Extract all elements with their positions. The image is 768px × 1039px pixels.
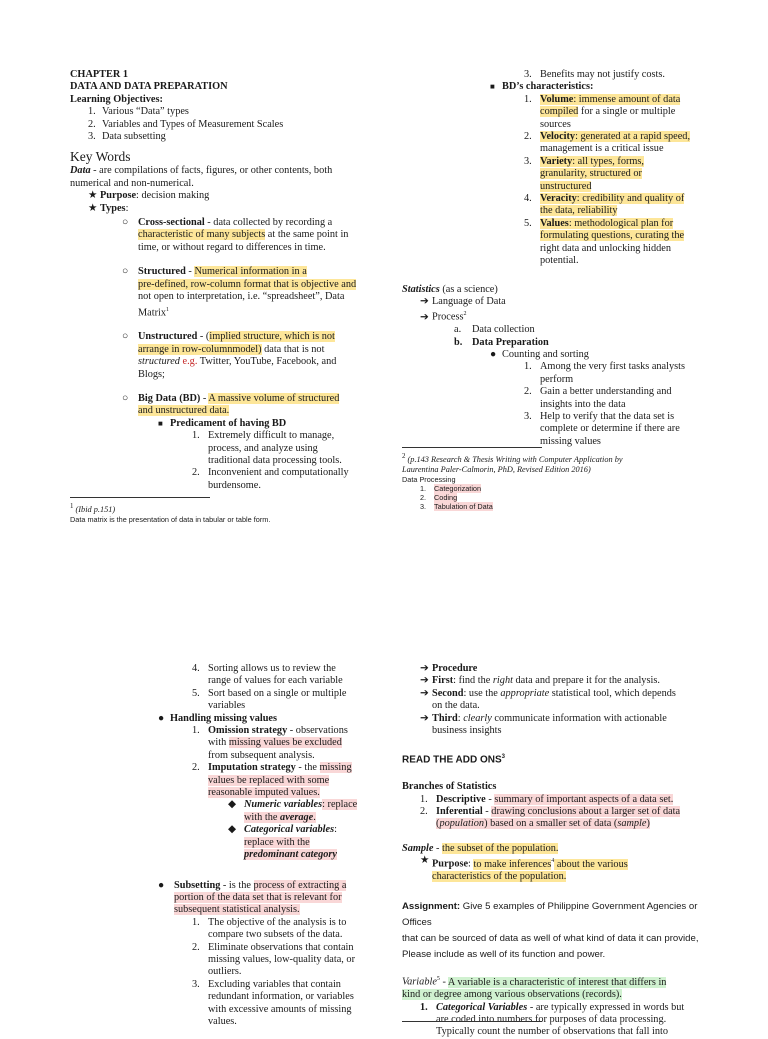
list-item: 3. Excluding variables that contain redundant information, or variables with excessive amounts of missing values.	[192, 978, 354, 1027]
sort-list	[158, 663, 388, 713]
footnote-2: $^2$ (p.143 Research & Thesis Writing with Computer Application by Laurentina Paler-Calmorin, PhD, Revised Edition 2016) Data Processing 1. Categorization 2. Coding 3. Tabulation of Data	[402, 452, 702, 511]
list-item: 2. Variables and Types of Measurement Scales	[88, 118, 284, 130]
list-item: 5. Values: methodological plan for formulating questions, curating the right data and unlocking hidden potential.	[524, 217, 685, 267]
list-item: 2. Coding	[420, 492, 458, 502]
list-item: ➔ Procedure	[420, 663, 478, 674]
footnote-rule-left	[70, 497, 210, 498]
list-item: ➔ Second: use the appropriate statistical tool, which depends on the data.	[420, 687, 676, 712]
handling-missing-title: ● Handling missing values	[158, 712, 278, 724]
list-item: 1. Categorical Variables - are typically expressed in words but are coded into numbers for purposes of data processing. Typically count the number of observations that fall into	[420, 1001, 685, 1038]
list-item: 1. Various “Data” types	[88, 106, 189, 118]
assignment-block: Assignment: Give 5 examples of Philippine Government Agencies or Offices that can be sourced of data as well of what kind of data it can provide, Please include as well of its function and power.	[402, 901, 699, 961]
list-item: 3. Benefits may not justify costs.	[524, 69, 665, 80]
list-item: ◆ Categorical variables: replace with the predominant category	[228, 824, 337, 861]
predicament-list	[70, 430, 370, 492]
page2-right-column	[402, 663, 702, 1039]
list-item: ➔ Process$^2$	[420, 311, 467, 323]
list-item: ➔ First: find the right data and prepare it for the analysis.	[420, 675, 660, 687]
bd-characteristics-list	[402, 94, 702, 268]
branches-heading: Branches of Statistics	[402, 781, 497, 793]
list-item: ◆ Numeric variables: replace with the average.	[228, 799, 358, 823]
missing-strategies-list	[158, 725, 388, 799]
list-item: 3. Tabulation of Data	[420, 501, 493, 511]
list-item: b. Data Preparation	[454, 336, 549, 348]
procedure-list	[402, 663, 702, 737]
page2-left-column	[158, 663, 388, 1028]
list-item: 4. Sorting allows us to review the range of values for each variable	[192, 663, 343, 687]
list-item: 1. Categorization	[420, 483, 482, 493]
statistics-list	[402, 296, 702, 324]
purpose-item: ★ Purpose: decision making	[88, 190, 210, 202]
statistics-heading: Statistics (as a science)	[402, 283, 498, 295]
counting-list	[402, 361, 702, 448]
predicament-title: ■ Predicament of having BD	[158, 417, 287, 429]
branches-list	[402, 794, 702, 831]
chapter-title: DATA AND DATA PREPARATION	[70, 81, 228, 93]
key-words-heading: Key Words	[70, 149, 131, 165]
list-item: 3. Data subsetting	[88, 131, 166, 143]
page1-left-column	[70, 69, 370, 492]
list-item: 1. Extremely difficult to manage, process, and analyze using traditional data processing tools.	[192, 430, 342, 466]
sample-purpose: ★ Purpose: to make inferences$^4$ about the various characteristics of the population.	[420, 855, 628, 883]
process-list	[402, 324, 702, 349]
list-item: 2. Inferential - drawing conclusions about a larger set of data (population) based on a smaller set of data (sample)	[420, 805, 681, 830]
variable-definition: Variable$^5$ - A variable is a characteristic of interest that differs in kind or degree among various observations (records).	[402, 976, 667, 1001]
big-data-item: ○ Big Data (BD) - A massive volume of structured and unstructured data.	[122, 392, 340, 417]
bd-characteristics-title: ■ BD’s characteristics:	[490, 81, 594, 93]
list-item: 5. Sort based on a single or multiple variables	[192, 687, 347, 712]
list-item: 3. Variety: all types, forms, granularity, structured or unstructured	[524, 155, 645, 192]
subsetting-item: ● Subsetting - is the process of extracting a portion of the data set that is relevant for subsequent statistical analysis.	[158, 879, 347, 916]
learning-objectives-list	[70, 106, 370, 143]
list-item: 2. Imputation strategy - the missing values be replaced with some reasonable imputed values.	[192, 762, 352, 799]
page1-right-column	[402, 69, 702, 448]
imputation-sublist	[158, 799, 388, 861]
list-item: ➔ Third: clearly communicate information with actionable business insights	[420, 712, 667, 737]
structured-item: ○ Structured - Numerical information in a pre-defined, row-column format that is objective and not open to interpretation, i.e. “spreadsheet”, Data Matrix$^1$	[122, 266, 357, 318]
counting-item: ● Counting and sorting	[490, 348, 589, 360]
list-item: a. Data collection	[454, 324, 535, 336]
sample-definition: Sample - the subset of the population.	[402, 842, 559, 854]
list-item: 1. Among the very first tasks analysts perform	[524, 361, 685, 385]
list-item: 3. Help to verify that the data set is complete or determine if there are missing values	[524, 410, 680, 447]
list-item: 2. Inconvenient and computationally burdensome.	[192, 467, 349, 491]
learning-objectives-title: Learning Objectives:	[70, 93, 163, 105]
chapter-label: CHAPTER 1	[70, 69, 129, 80]
list-item: 1. Descriptive - summary of important aspects of a data set.	[420, 793, 674, 805]
list-item: ➔ Language of Data	[420, 295, 506, 307]
unstructured-item: ○ Unstructured - (implied structure, which is not arrange in row-columnmodel) data that is not structured e.g. Twitter, YouTube, Facebook, and Blogs;	[122, 331, 337, 380]
list-item: 2. Velocity: generated at a rapid speed, management is a critical issue	[524, 131, 691, 155]
list-item: 1. Omission strategy - observations with missing values be excluded from subsequent analysis.	[192, 725, 348, 761]
read-add-ons: READ THE ADD ONS$^3$	[402, 754, 505, 766]
cross-sectional-item: ○ Cross-sectional - data collected by recording a characteristic of many subjects at the same point in time, or without regard to differences in time.	[122, 217, 349, 253]
fn2-list	[402, 484, 702, 511]
footnote-rule-right	[402, 447, 542, 448]
list-item: 1. The objective of the analysis is to compare two subsets of the data.	[192, 916, 347, 941]
types-item: ★ Types:	[88, 202, 129, 214]
list-item: 4. Veracity: credibility and quality of the data, reliability	[524, 193, 685, 217]
list-item: 2. Eliminate observations that contain missing values, low-quality data, or outliers.	[192, 941, 355, 978]
footnote-1: $^1$ (Ibid p.151) Data matrix is the presentation of data in tabular or table form.	[70, 503, 271, 524]
list-item: 2. Gain a better understanding and insights into the data	[524, 386, 672, 410]
footnote-rule-page2	[402, 1021, 542, 1022]
list-item: 1. Volume: immense amount of data compiled for a single or multiple sources	[524, 93, 681, 130]
data-definition: Data - are compilations of facts, figures, or other contents, both numerical and non-numerical.	[70, 165, 333, 189]
subsetting-list	[158, 917, 388, 1029]
